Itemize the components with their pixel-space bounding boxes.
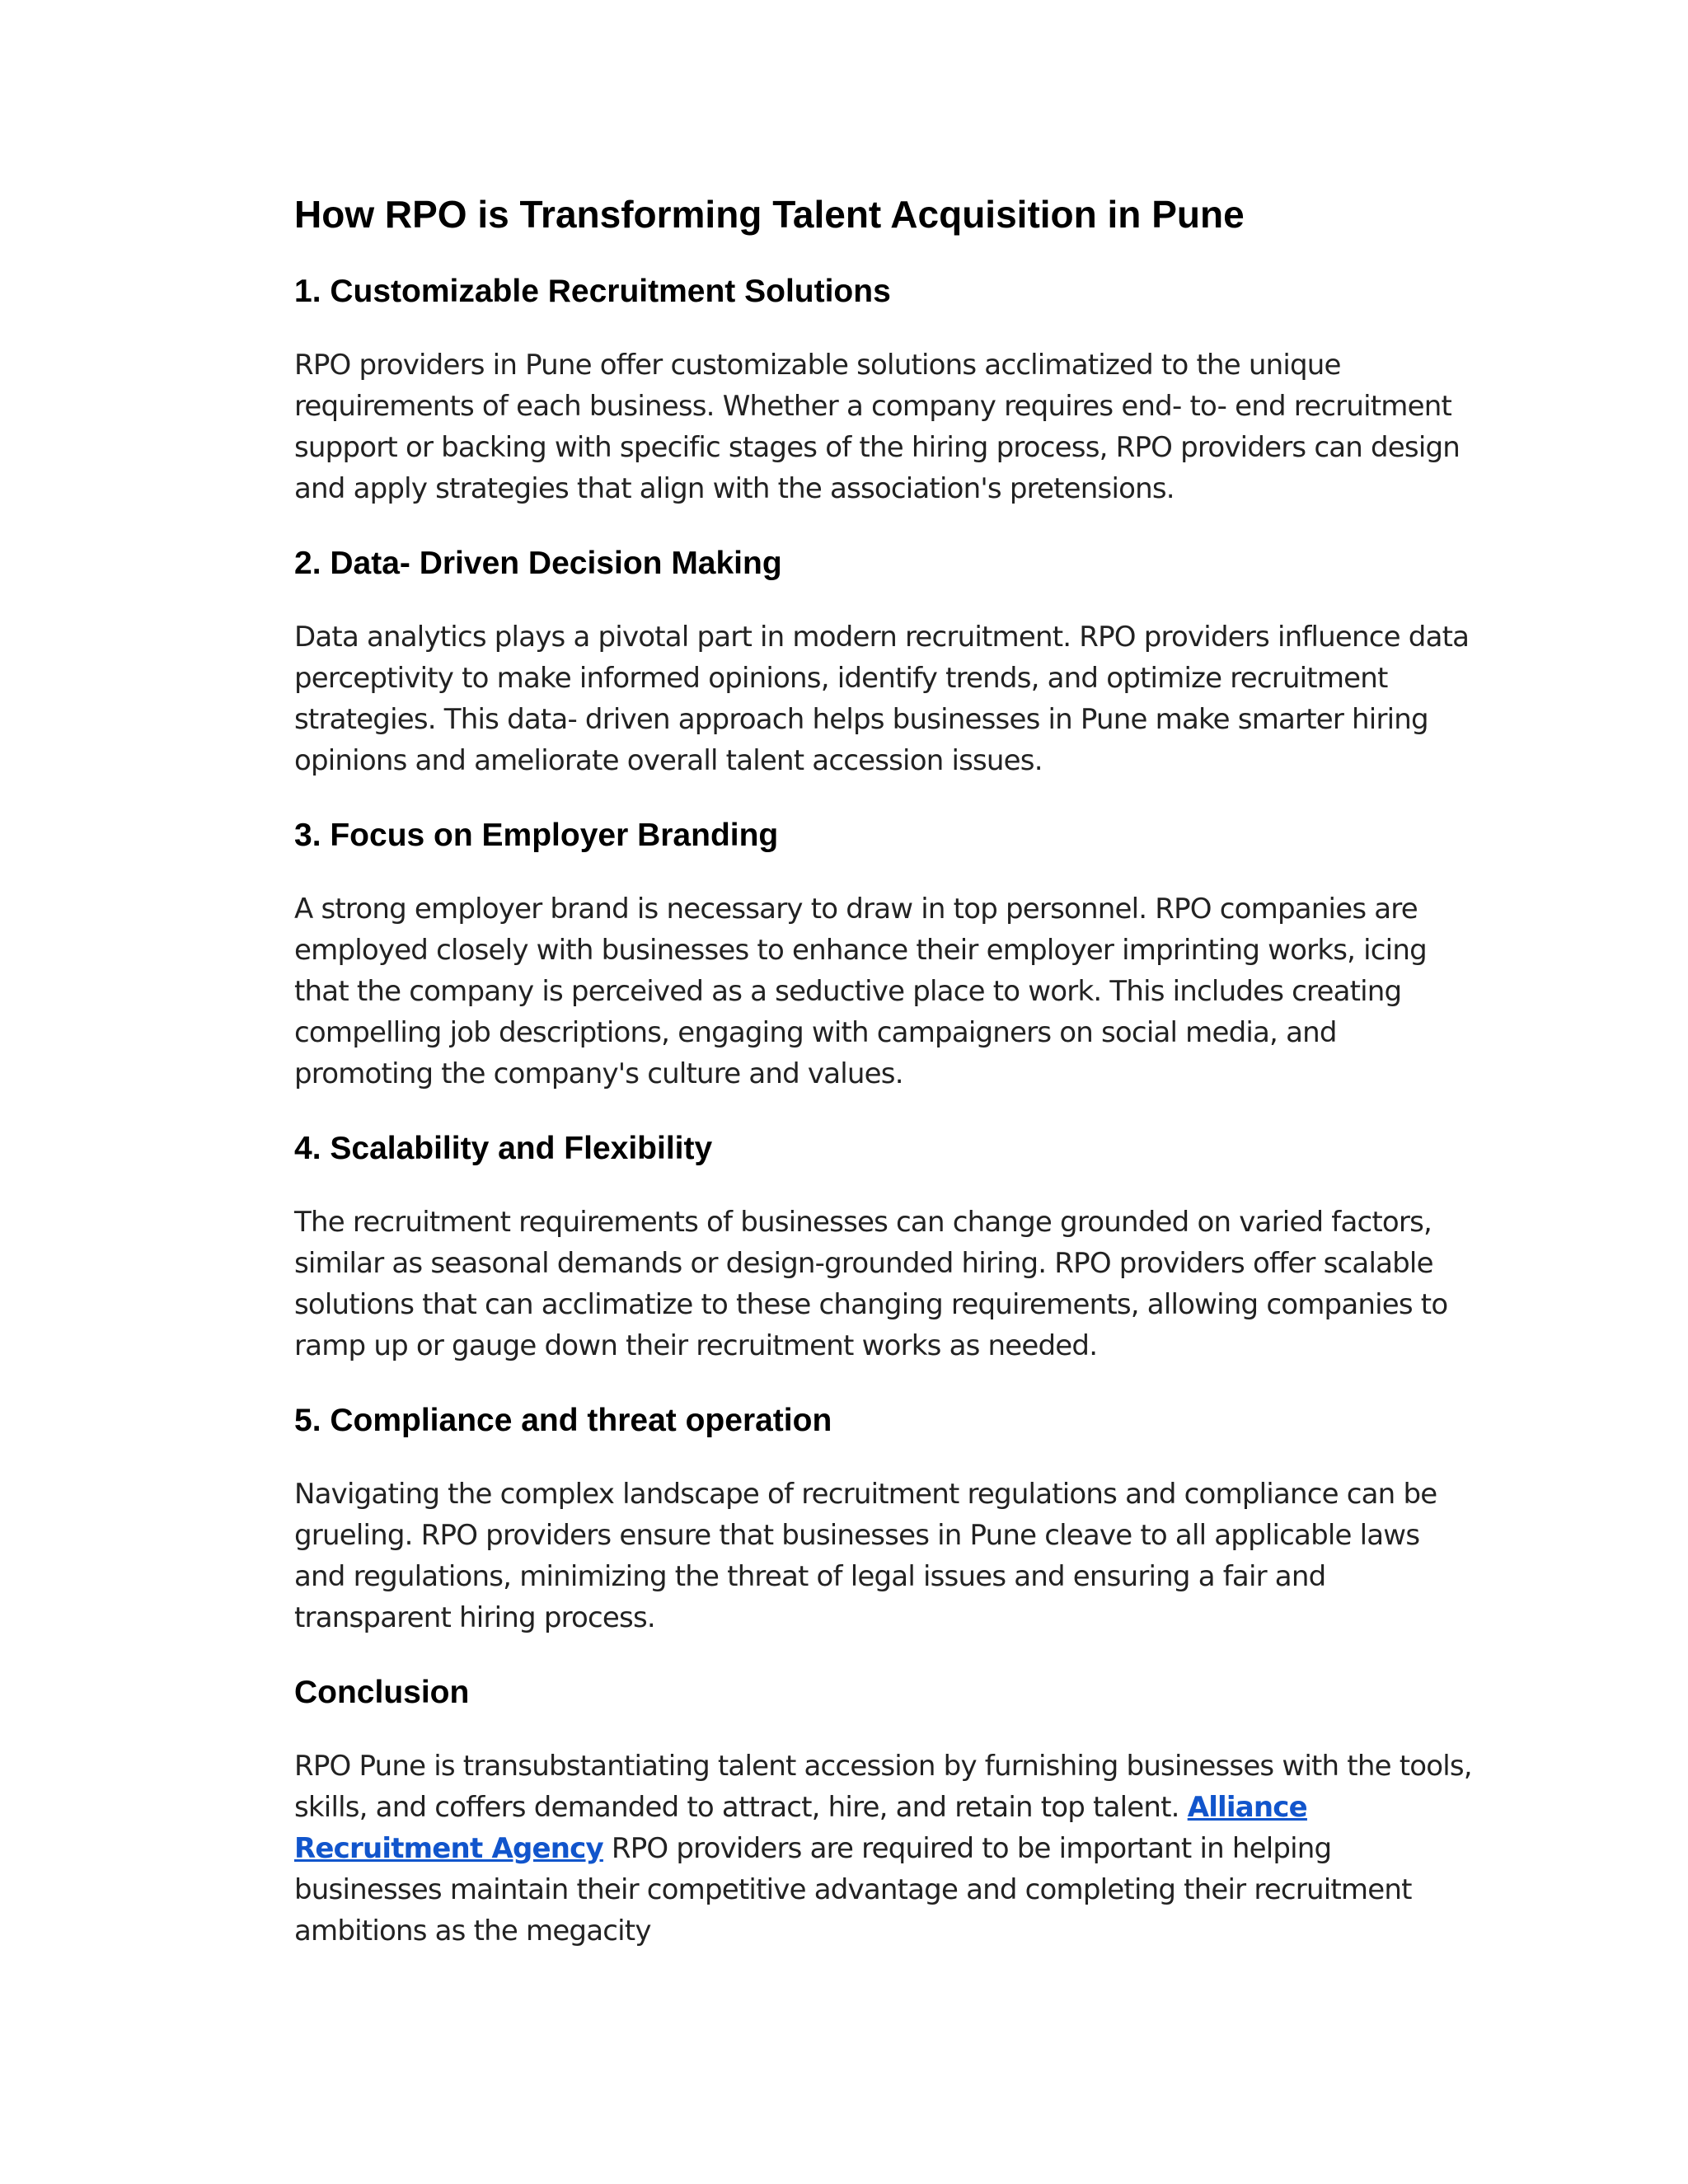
section-conclusion	[294, 1673, 1473, 1952]
section-body: The recruitment requirements of businesses can change grounded on varied factors, similar as seasonal demands or design-grounded hiring. RPO providers offer scalable solutions that can acclimatize to these changing requirements, allowing companies to ramp up or gauge down their recruitment works as needed.	[294, 1206, 1448, 1362]
section-compliance	[294, 1401, 1473, 1638]
section-heading: 3. Focus on Employer Branding	[294, 818, 779, 853]
section-heading: 1. Customizable Recruitment Solutions	[294, 274, 891, 309]
document-title: How RPO is Transforming Talent Acquisition in Pune	[294, 193, 1245, 236]
alliance-recruitment-agency-link[interactable]: Alliance Recruitment Agency	[294, 1791, 1307, 1865]
section-scalability-flexibility	[294, 1129, 1473, 1366]
conclusion-text-start: RPO Pune is transubstantiating talent accession by furnishing businesses with the tools, skills, and coffers demanded to attract, hire, and retain top talent.	[294, 1750, 1472, 1824]
conclusion-body	[294, 1746, 1473, 1952]
section-body: RPO providers in Pune offer customizable solutions acclimatized to the unique requirements of each business. Whether a company requires end- to- end recruitment support or backing with specific stages of the hiring process, RPO providers can design and apply strategies that align with the association's pretensions.	[294, 349, 1460, 505]
section-body: A strong employer brand is necessary to draw in top personnel. RPO companies are employed closely with businesses to enhance their employer imprinting works, icing that the company is perceived as a seductive place to work. This includes creating compelling job descriptions, engaging with campaigners on social media, and promoting the company's culture and values.	[294, 893, 1427, 1090]
section-heading: 5. Compliance and threat operation	[294, 1403, 832, 1438]
conclusion-text-end: RPO providers are required to be important in helping businesses maintain their competitive advantage and completing their recruitment ambitions as the megacity	[294, 1832, 1412, 1947]
section-heading: 2. Data- Driven Decision Making	[294, 546, 782, 581]
section-body: Data analytics plays a pivotal part in modern recruitment. RPO providers influence data perceptivity to make informed opinions, identify trends, and optimize recruitment strategies. This data- driven approach helps businesses in Pune make smarter hiring opinions and ameliorate overall talent accession issues.	[294, 621, 1470, 777]
section-employer-branding	[294, 816, 1473, 1094]
conclusion-heading: Conclusion	[294, 1675, 470, 1710]
document-page	[294, 191, 1473, 1986]
section-customizable-recruitment	[294, 272, 1473, 509]
section-body: Navigating the complex landscape of recruitment regulations and compliance can be grueling. RPO providers ensure that businesses in Pune cleave to all applicable laws and regulations, minimizing the threat of legal issues and ensuring a fair and transparent hiring process.	[294, 1478, 1437, 1634]
section-data-driven-decision	[294, 544, 1473, 781]
section-heading: 4. Scalability and Flexibility	[294, 1131, 713, 1166]
